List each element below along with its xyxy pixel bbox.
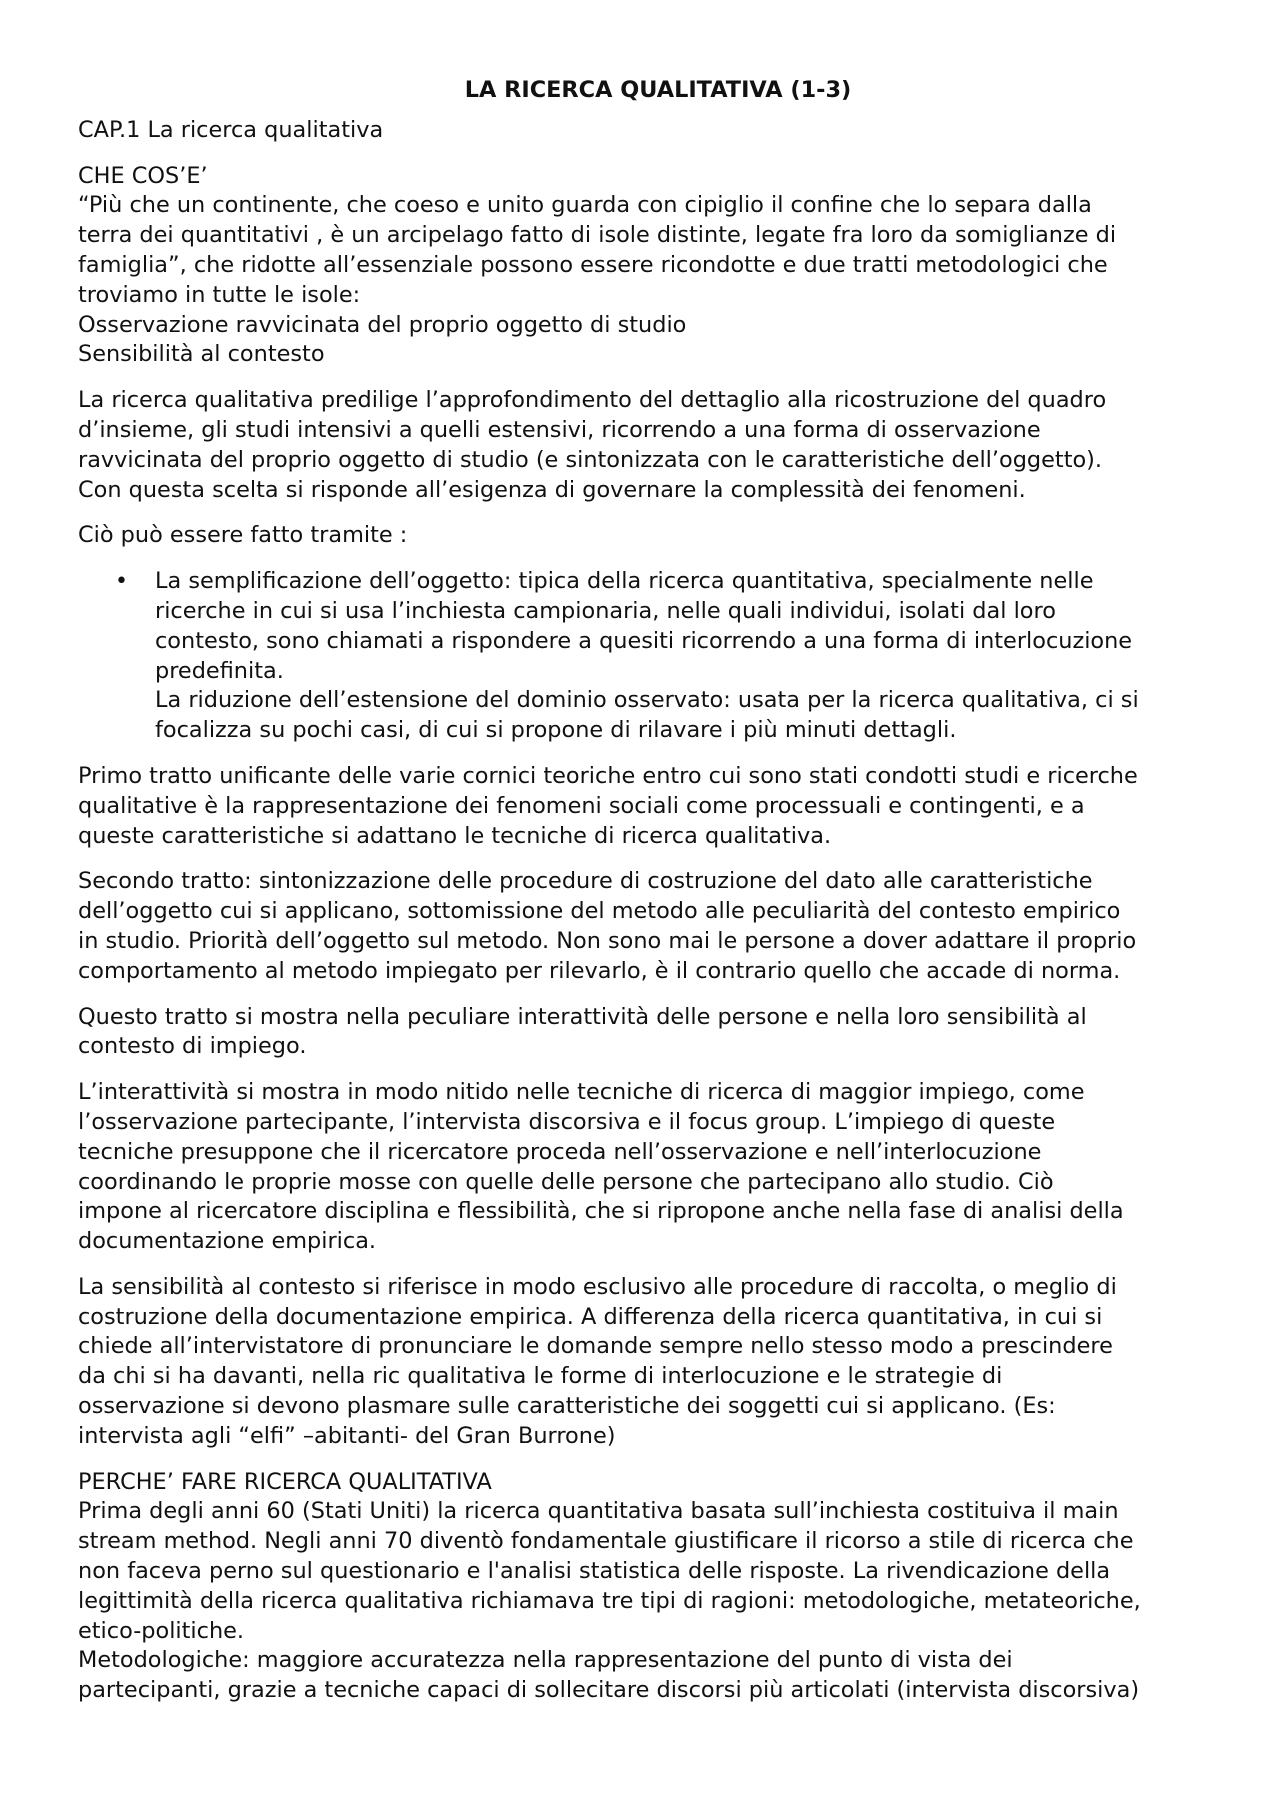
text-line: Sensibilità al contesto bbox=[78, 341, 325, 368]
text-line: ricerche in cui si usa l’inchiesta campionaria, nelle quali individui, isolati dal loro bbox=[155, 597, 1056, 624]
text-line: focalizza su pochi casi, di cui si propone di rilavare i più minuti dettagli. bbox=[155, 717, 957, 744]
text-line: troviamo in tutte le isole: bbox=[78, 281, 361, 308]
paragraph-interattivita bbox=[78, 1078, 1208, 1257]
text-line: dell’oggetto cui si applicano, sottomissione del metodo alle peculiarità del contesto empirico bbox=[78, 898, 1121, 925]
bullet-list bbox=[78, 567, 1208, 746]
text-line: intervista agli “elfi” –abitanti- del Gran Burrone) bbox=[78, 1422, 616, 1449]
text-line: Primo tratto unificante delle varie cornici teoriche entro cui sono stati condotti studi e ricerche bbox=[78, 762, 1138, 789]
document-title: LA RICERCA QUALITATIVA (1-3) bbox=[464, 77, 852, 103]
text-line: non faceva perno sul questionario e l'analisi statistica delle risposte. La rivendicazione della bbox=[78, 1558, 1111, 1585]
text-line: comportamento al metodo impiegato per rilevarlo, è il contrario quello che accade di norma. bbox=[78, 957, 1121, 984]
section-heading-che-cose: CHE COS’E’ bbox=[78, 162, 208, 189]
text-line: Metodologiche: maggiore accuratezza nella rappresentazione del punto di vista dei bbox=[78, 1647, 1013, 1674]
text-line: qualitative è la rappresentazione dei fenomeni sociali come processuali e contingenti, e a bbox=[78, 792, 1085, 819]
paragraph-tramite: Ciò può essere fatto tramite : bbox=[78, 522, 408, 549]
bullet-icon: • bbox=[115, 569, 128, 595]
text-line: l’osservazione partecipante, l’intervista discorsiva e il focus group. L’impiego di queste bbox=[78, 1108, 1056, 1135]
text-line: L’interattività si mostra in modo nitido nelle tecniche di ricerca di maggior impiego, come bbox=[78, 1079, 1085, 1106]
text-line: “Più che un continente, che coeso e unito guarda con cipiglio il confine che lo separa dalla bbox=[78, 192, 1092, 219]
section-che-cose bbox=[78, 162, 1208, 371]
text-line: contesto, sono chiamati a rispondere a quesiti ricorrendo a una forma di interlocuzione bbox=[155, 627, 1133, 654]
text-line: documentazione empirica. bbox=[78, 1228, 377, 1255]
text-line: contesto di impiego. bbox=[78, 1033, 307, 1060]
text-line: da chi si ha davanti, nella ric qualitativa le forme di interlocuzione e le strategie di bbox=[78, 1363, 1003, 1390]
paragraph-approfondimento bbox=[78, 386, 1208, 505]
paragraph-sensibilita bbox=[78, 1273, 1208, 1452]
text-line: Secondo tratto: sintonizzazione delle procedure di costruzione del dato alle caratteristiche bbox=[78, 868, 1093, 895]
text-line: coordinando le proprie mosse con quelle delle persone che partecipano allo studio. Ciò bbox=[78, 1168, 1054, 1195]
document-body bbox=[78, 76, 1208, 1706]
section-heading-perche: PERCHE’ FARE RICERCA QUALITATIVA bbox=[78, 1468, 492, 1495]
paragraph-questo-tratto bbox=[78, 1003, 1208, 1063]
text-line: stream method. Negli anni 70 diventò fondamentale giustificare il ricorso a stile di ricerca che bbox=[78, 1528, 1134, 1555]
paragraph-secondo-tratto bbox=[78, 867, 1208, 986]
text-line: predefinita. bbox=[155, 657, 284, 684]
text-line: costruzione della documentazione empirica. A differenza della ricerca quantitativa, in cui si bbox=[78, 1303, 1103, 1330]
section-perche bbox=[78, 1468, 1208, 1706]
text-line: Prima degli anni 60 (Stati Uniti) la ricerca quantitativa basata sull’inchiesta costituiva il main bbox=[78, 1498, 1119, 1525]
text-line: famiglia”, che ridotte all’essenziale possono essere ricondotte e due tratti metodologici che bbox=[78, 251, 1108, 278]
text-line: etico-politiche. bbox=[78, 1617, 245, 1644]
text-line: partecipanti, grazie a tecniche capaci di sollecitare discorsi più articolati (intervista discorsiva) bbox=[78, 1677, 1140, 1704]
text-line: La semplificazione dell’oggetto: tipica della ricerca quantitativa, specialmente nelle bbox=[155, 568, 1094, 595]
text-line: La riduzione dell’estensione del dominio osservato: usata per la ricerca qualitativa, ci si bbox=[155, 687, 1139, 714]
text-line: d’insieme, gli studi intensivi a quelli estensivi, ricorrendo a una forma di osservazione bbox=[78, 416, 1041, 443]
text-line: Con questa scelta si risponde all’esigenza di governare la complessità dei fenomeni. bbox=[78, 476, 1026, 503]
text-line: La ricerca qualitativa predilige l’approfondimento del dettaglio alla ricostruzione del quadro bbox=[78, 387, 1107, 414]
text-line: La sensibilità al contesto si riferisce in modo esclusivo alle procedure di raccolta, o meglio di bbox=[78, 1273, 1117, 1300]
text-line: tecniche presuppone che il ricercatore proceda nell’osservazione e nell’interlocuzione bbox=[78, 1138, 1042, 1165]
text-line: terra dei quantitativi , è un arcipelago fatto di isole distinte, legate fra loro da somiglianze di bbox=[78, 222, 1117, 249]
text-line: Questo tratto si mostra nella peculiare interattività delle persone e nella loro sensibilità al bbox=[78, 1003, 1087, 1030]
list-item bbox=[78, 567, 1208, 746]
paragraph-primo-tratto bbox=[78, 762, 1208, 851]
chapter-heading: CAP.1 La ricerca qualitativa bbox=[78, 116, 384, 143]
text-line: legittimità della ricerca qualitativa richiamava tre tipi di ragioni: metodologiche, metateoriche, bbox=[78, 1587, 1141, 1614]
text-line: ravvicinata del proprio oggetto di studio (e sintonizzata con le caratteristiche dell’oggetto). bbox=[78, 446, 1103, 473]
text-line: impone al ricercatore disciplina e flessibilità, che si ripropone anche nella fase di analisi della bbox=[78, 1198, 1124, 1225]
text-line: in studio. Priorità dell’oggetto sul metodo. Non sono mai le persone a dover adattare il proprio bbox=[78, 927, 1137, 954]
text-line: chiede all’intervistatore di pronunciare le domande sempre nello stesso modo a prescindere bbox=[78, 1333, 1113, 1360]
text-line: osservazione si devono plasmare sulle caratteristiche dei soggetti cui si applicano. (Es: bbox=[78, 1393, 1056, 1420]
text-line: queste caratteristiche si adattano le tecniche di ricerca qualitativa. bbox=[78, 822, 832, 849]
text-line: Osservazione ravvicinata del proprio oggetto di studio bbox=[78, 311, 687, 338]
